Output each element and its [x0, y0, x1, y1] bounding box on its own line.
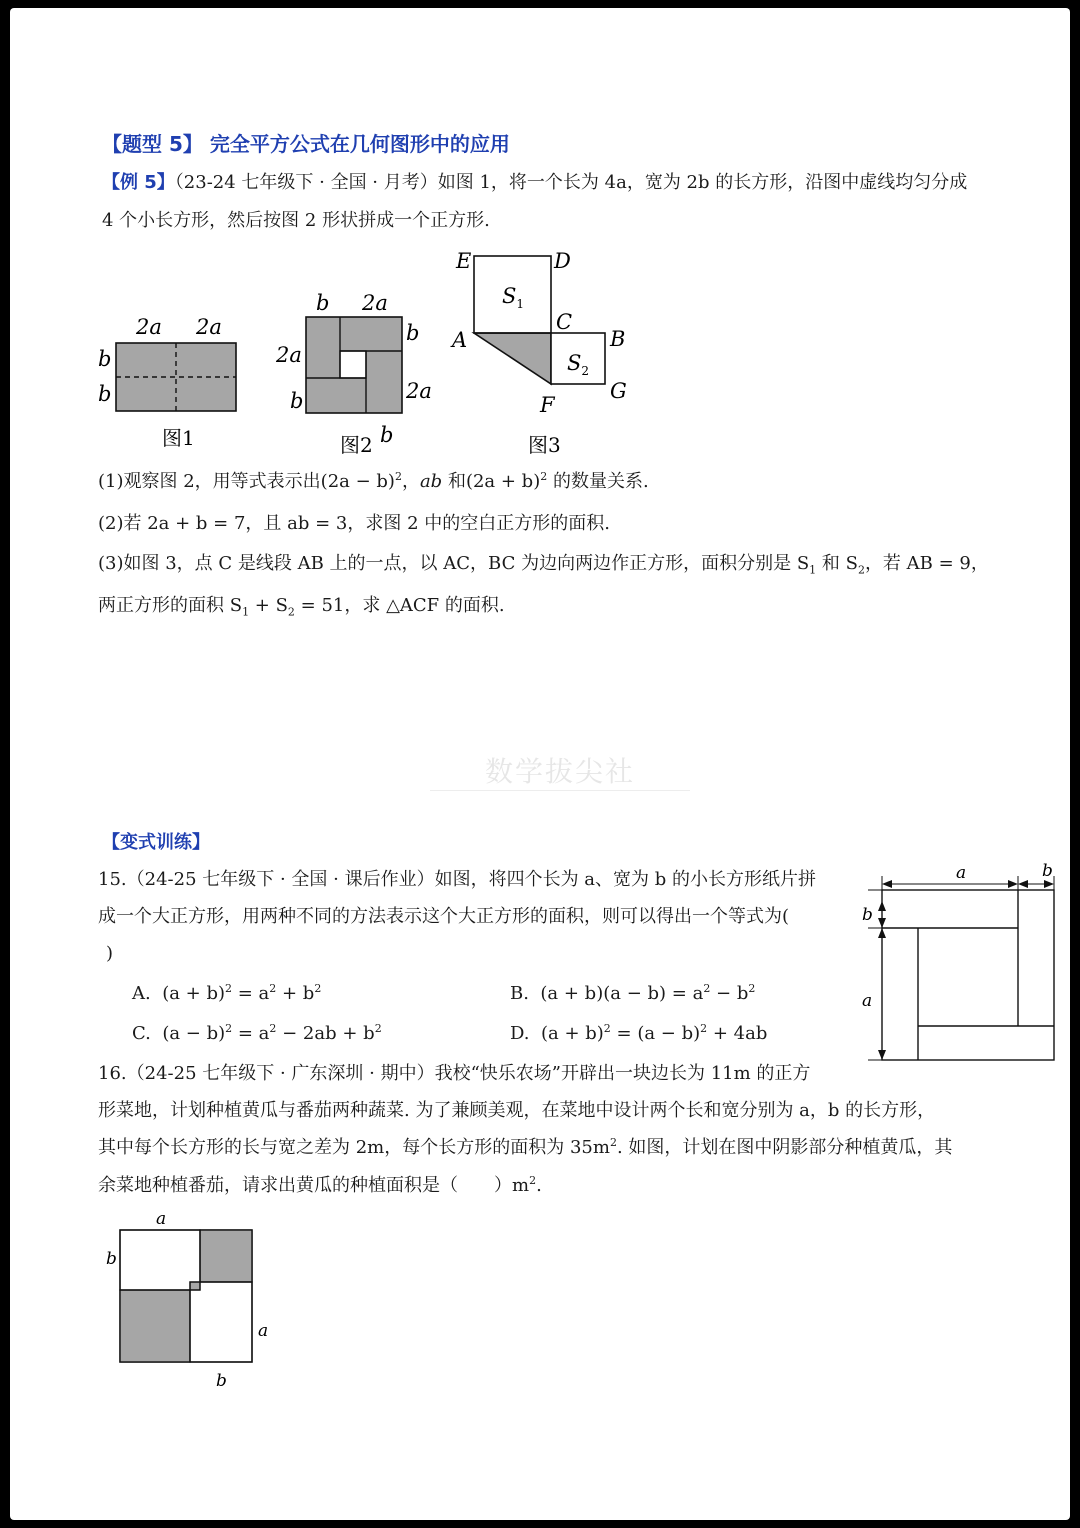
- q15-label-b-left: b: [862, 905, 873, 925]
- fig2-caption: 图2: [340, 433, 373, 457]
- example-text-1: （23-24 七年级下 · 全国 · 月考）如图 1，将一个长为 4a，宽为 2b 的长方形，沿图中虚线均匀分成: [174, 172, 968, 193]
- q16-line-2: 形菜地，计划种植黄瓜与番茄两种蔬菜. 为了兼顾美观，在菜地中设计两个长和宽分别为 a，b 的长方形，: [98, 1100, 936, 1121]
- q15-outer-square: [882, 890, 1054, 1060]
- q15-label-b-top: b: [1042, 861, 1053, 881]
- fig3-label-B: B: [610, 327, 626, 351]
- fig2-label-2a-right: 2a: [406, 379, 432, 403]
- fig2-label-2a-top: 2a: [362, 291, 388, 315]
- fig3-label-F: F: [540, 393, 555, 417]
- fig3-label-D: D: [554, 249, 571, 273]
- fig3-label-G: G: [610, 379, 627, 403]
- fig3-label-C: C: [556, 310, 573, 334]
- fig3-triangle-acf: [474, 333, 551, 384]
- q15-figure: [848, 858, 1068, 1068]
- q15-option-a[interactable]: A. $(a + b)^2 = a^2 + b^2$: [132, 982, 322, 1004]
- figure-1: [90, 308, 270, 458]
- fig3-label-S1: $S_1$: [502, 284, 525, 311]
- q16-label-a-right: a: [258, 1321, 269, 1341]
- fig3-label-S2: $S_2$: [567, 351, 590, 378]
- question-1: (1)观察图 2，用等式表示出$(2a - b)^2$，ab 和$(2a + b)^2$ 的数量关系.: [98, 470, 649, 492]
- fig1-label-2a-right: 2a: [196, 315, 222, 339]
- fig1-label-2a-left: 2a: [136, 315, 162, 339]
- fig1-label-b-bottom: b: [98, 382, 112, 406]
- fig3-caption: 图3: [528, 433, 561, 457]
- practice-label: 【变式训练】: [102, 832, 210, 853]
- fig2-label-b-left: b: [290, 389, 304, 413]
- watermark-divider: [430, 790, 690, 791]
- q15-label-a-top: a: [956, 863, 967, 883]
- q16-shade-top-right: [200, 1230, 252, 1282]
- figure-2: [270, 290, 450, 460]
- figure-3: [440, 240, 660, 465]
- q15-option-d[interactable]: D. $(a + b)^2 = (a - b)^2 + 4ab$: [510, 1022, 768, 1044]
- fig1-label-b-top: b: [98, 347, 112, 371]
- fig2-center-square: [340, 351, 366, 378]
- q15-option-b[interactable]: B. $(a + b)(a - b) = a^2 - b^2$: [510, 982, 756, 1004]
- q15-option-c[interactable]: C. $(a - b)^2 = a^2 - 2ab + b^2$: [132, 1022, 382, 1044]
- fig3-label-A: A: [452, 328, 468, 352]
- fig3-label-E: E: [456, 249, 472, 273]
- question-2: (2)若 2a + b = 7，且 ab = 3，求图 2 中的空白正方形的面积.: [98, 513, 610, 534]
- fig2-label-2a-left: 2a: [276, 343, 302, 367]
- q16-label-a-top: a: [156, 1209, 167, 1229]
- fig2-label-b-bottom: b: [380, 423, 394, 447]
- q15-label-a-left: a: [862, 991, 873, 1011]
- q16-line-1: 16.（24-25 七年级下 · 广东深圳 · 期中）我校“快乐农场”开辟出一块边长为 11m 的正方: [98, 1063, 811, 1084]
- q16-line-4: 余菜地种植番茄，请求出黄瓜的种植面积是（ ）$m^2$.: [98, 1174, 542, 1196]
- example-line-1: [102, 171, 967, 195]
- q16-shade-bottom-left: [120, 1290, 190, 1362]
- page: [10, 8, 1070, 1520]
- fig2-label-b-top: b: [316, 291, 330, 315]
- q16-figure: [102, 1210, 292, 1390]
- question-3-line-2: 两正方形的面积 $S_1 + S_2 = 51$，求 △ACF 的面积.: [98, 595, 505, 619]
- q16-label-b-bottom: b: [216, 1371, 227, 1391]
- question-3-line-1: (3)如图 3，点 C 是线段 AB 上的一点，以 AC，BC 为边向两边作正方形，面积分别是 $S_1$ 和 $S_2$，若 AB = 9，: [98, 553, 989, 577]
- watermark: 数学拔尖社: [484, 755, 635, 788]
- q15-line-3: ): [106, 943, 114, 964]
- example-line-2: 4 个小长方形，然后按图 2 形状拼成一个正方形.: [102, 210, 490, 231]
- fig2-label-b-right: b: [406, 321, 420, 345]
- q16-label-b-left: b: [106, 1249, 117, 1269]
- fig1-caption: 图1: [162, 426, 195, 450]
- q15-line-2: 成一个大正方形，用两种不同的方法表示这个大正方形的面积，则可以得出一个等式为(: [98, 906, 790, 927]
- q15-line-1: 15.（24-25 七年级下 · 全国 · 课后作业）如图，将四个长为 a、宽为 b 的小长方形纸片拼: [98, 869, 816, 890]
- section-title: 【题型 5】 完全平方公式在几何图形中的应用: [102, 132, 510, 156]
- q16-line-3: 其中每个长方形的长与宽之差为 2m，每个长方形的面积为 $35m^2$. 如图，计划在图中阴影部分种植黄瓜，其: [98, 1136, 953, 1158]
- example-label: 【例 5】: [102, 172, 175, 193]
- q16-shade-center: [190, 1282, 200, 1290]
